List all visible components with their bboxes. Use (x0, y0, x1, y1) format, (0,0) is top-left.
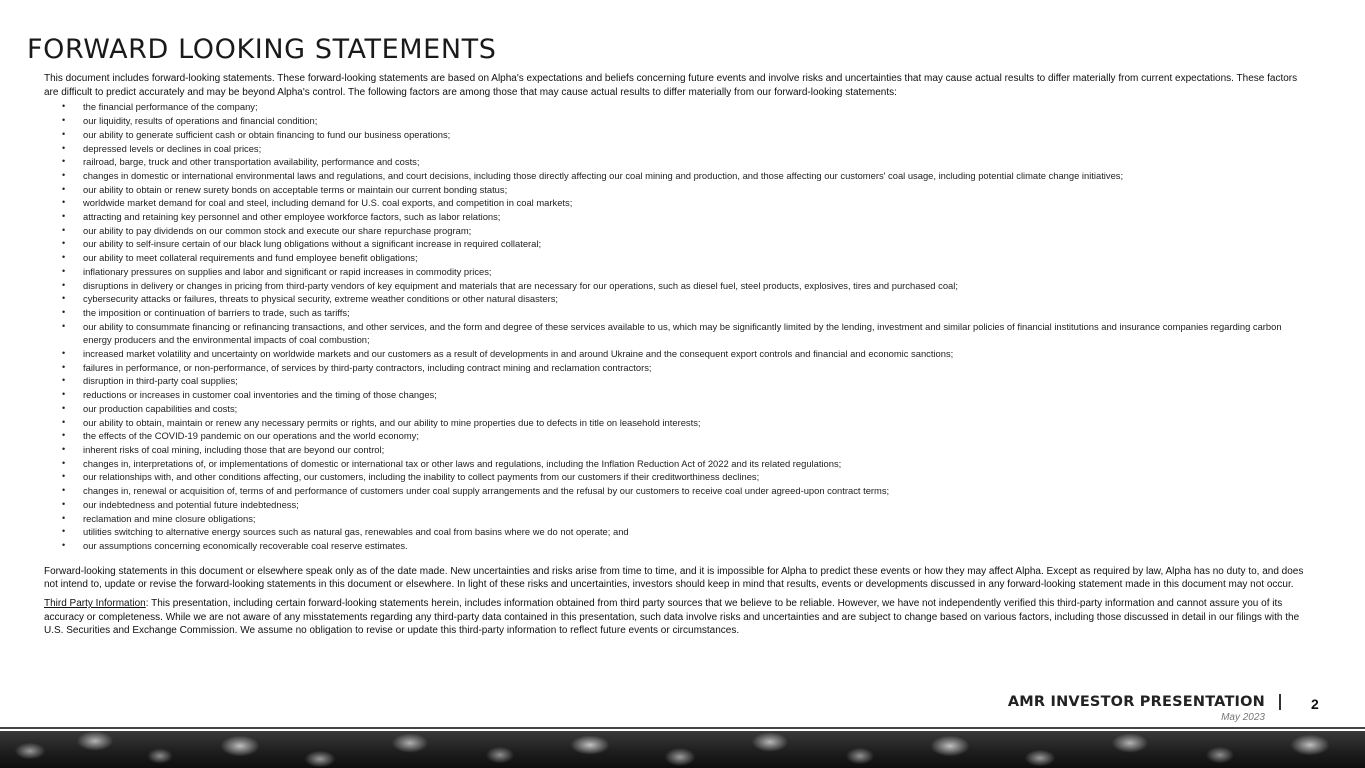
risk-factor-list (44, 100, 1312, 552)
risk-factor-item: • our relationships with, and other conditions affecting, our customers, including the inability to collect payments from our customers if their creditworthiness declines; (44, 470, 1312, 484)
risk-factor-item: • railroad, barge, truck and other transportation availability, performance and costs; (44, 155, 1312, 169)
risk-factor-item: • our ability to self-insure certain of our black lung obligations without a significant increase in required collateral; (44, 237, 1312, 251)
risk-factor-item: • the imposition or continuation of barriers to trade, such as tariffs; (44, 306, 1312, 320)
risk-factor-item: • our ability to obtain or renew surety bonds on acceptable terms or maintain our current bonding status; (44, 183, 1312, 197)
page-title: FORWARD LOOKING STATEMENTS (27, 34, 497, 65)
risk-factor-item: • the effects of the COVID-19 pandemic on our operations and the world economy; (44, 429, 1312, 443)
third-party-paragraph (44, 597, 1312, 638)
risk-factor-item: • our indebtedness and potential future indebtedness; (44, 498, 1312, 512)
risk-factor-item: • depressed levels or declines in coal prices; (44, 142, 1312, 156)
risk-factor-item: • reclamation and mine closure obligations; (44, 512, 1312, 526)
risk-factor-item: • reductions or increases in customer coal inventories and the timing of those changes; (44, 388, 1312, 402)
risk-factor-item: • our assumptions concerning economically recoverable coal reserve estimates. (44, 539, 1312, 553)
risk-factor-item: • attracting and retaining key personnel and other employee workforce factors, such as labor relations; (44, 210, 1312, 224)
footer-divider (1279, 694, 1281, 710)
page-number: 2 (1311, 696, 1319, 712)
risk-factor-item: • our ability to obtain, maintain or renew any necessary permits or rights, and our ability to mine properties due to defects in title on leasehold interests; (44, 416, 1312, 430)
risk-factor-item: • changes in, renewal or acquisition of, terms of and performance of customers under coal supply arrangements and the refusal by our customers to receive coal under agreed-upon contract terms; (44, 484, 1312, 498)
risk-factor-item: • worldwide market demand for coal and steel, including demand for U.S. coal exports, and competition in coal markets; (44, 196, 1312, 210)
risk-factor-item: • failures in performance, or non-performance, of services by third-party contractors, including contract mining and reclamation contractors; (44, 361, 1312, 375)
risk-factor-item: • our ability to meet collateral requirements and fund employee benefit obligations; (44, 251, 1312, 265)
risk-factor-item: • our ability to consummate financing or refinancing transactions, and other services, and the form and degree of these services available to us, which may be significantly limited by the lending, investment and similar policies of financial institutions and insurance companies regarding carbon energy producers and the environmental impacts of coal combustion; (44, 320, 1312, 347)
risk-factor-item: • our liquidity, results of operations and financial condition; (44, 114, 1312, 128)
risk-factor-item: • increased market volatility and uncertainty on worldwide markets and our customers as a result of developments in and around Ukraine and the consequent export controls and financial and economic sanctions; (44, 347, 1312, 361)
third-party-label: Third Party Information (44, 598, 146, 610)
risk-factor-item: • the financial performance of the company; (44, 100, 1312, 114)
risk-factor-item: • inherent risks of coal mining, including those that are beyond our control; (44, 443, 1312, 457)
closing-paragraph: Forward-looking statements in this document or elsewhere speak only as of the date made. New uncertainties and risks arise from time to time, and it is impossible for Alpha to predict these events or how they may affect Alpha. Except as required by law, Alpha has no duty to, and does not intend to, update or revise the forward-looking statements in this document or elsewhere. In light of these risks and uncertainties, investors should keep in mind that results, events or developments discussed in any forward-looking statement made in this document may not occur. (44, 565, 1304, 591)
risk-factor-item: • cybersecurity attacks or failures, threats to physical security, extreme weather conditions or other natural disasters; (44, 292, 1312, 306)
risk-factor-item: • our ability to pay dividends on our common stock and execute our share repurchase program; (44, 224, 1312, 238)
risk-factor-item: • changes in, interpretations of, or implementations of domestic or international tax or other laws and regulations, including the Inflation Reduction Act of 2022 and its related regulations; (44, 457, 1312, 471)
intro-paragraph: This document includes forward-looking statements. These forward-looking statements are based on Alpha's expectations and beliefs concerning future events and involve risks and uncertainties that may cause actual results to differ materially from current expectations. These factors are difficult to predict accurately and may be beyond Alpha's control. The following factors are among those that may cause actual results to differ materially from our forward-looking statements: (44, 73, 1298, 98)
statement-body (44, 72, 1312, 638)
risk-factor-item: • disruptions in delivery or changes in pricing from third-party vendors of key equipment and materials that are necessary for our operations, such as diesel fuel, steel products, explosives, tires and purchased coal; (44, 279, 1312, 293)
presentation-title: AMR INVESTOR PRESENTATION (1007, 694, 1265, 710)
presentation-date: May 2023 (1221, 712, 1265, 723)
risk-factor-item: • utilities switching to alternative energy sources such as natural gas, renewables and coal from basins where we do not operate; and (44, 525, 1312, 539)
risk-factor-item: • our production capabilities and costs; (44, 402, 1312, 416)
risk-factor-item: • inflationary pressures on supplies and labor and significant or rapid increases in commodity prices; (44, 265, 1312, 279)
footer-rule (0, 727, 1365, 729)
risk-factor-item: • disruption in third-party coal supplies; (44, 374, 1312, 388)
coal-image-band (0, 731, 1365, 768)
risk-factor-item: • our ability to generate sufficient cash or obtain financing to fund our business operations; (44, 128, 1312, 142)
third-party-text: : This presentation, including certain forward-looking statements herein, includes information obtained from third party sources that we believe to be reliable. However, we have not independently verified this third-party information and cannot assure you of its accuracy or completeness. While we are not aware of any misstatements regarding any third-party data contained in this presentation, such data involve risks and uncertainties and are subject to change based on various factors, including those discussed in detail in our filings with the U.S. Securities and Exchange Commission. We assume no obligation to revise or update this third-party information to reflect future events or circumstances. (44, 598, 1300, 637)
risk-factor-item: • changes in domestic or international environmental laws and regulations, and court decisions, including those directly affecting our coal mining and production, and those affecting our customers' coal usage, including potential climate change initiatives; (44, 169, 1312, 183)
